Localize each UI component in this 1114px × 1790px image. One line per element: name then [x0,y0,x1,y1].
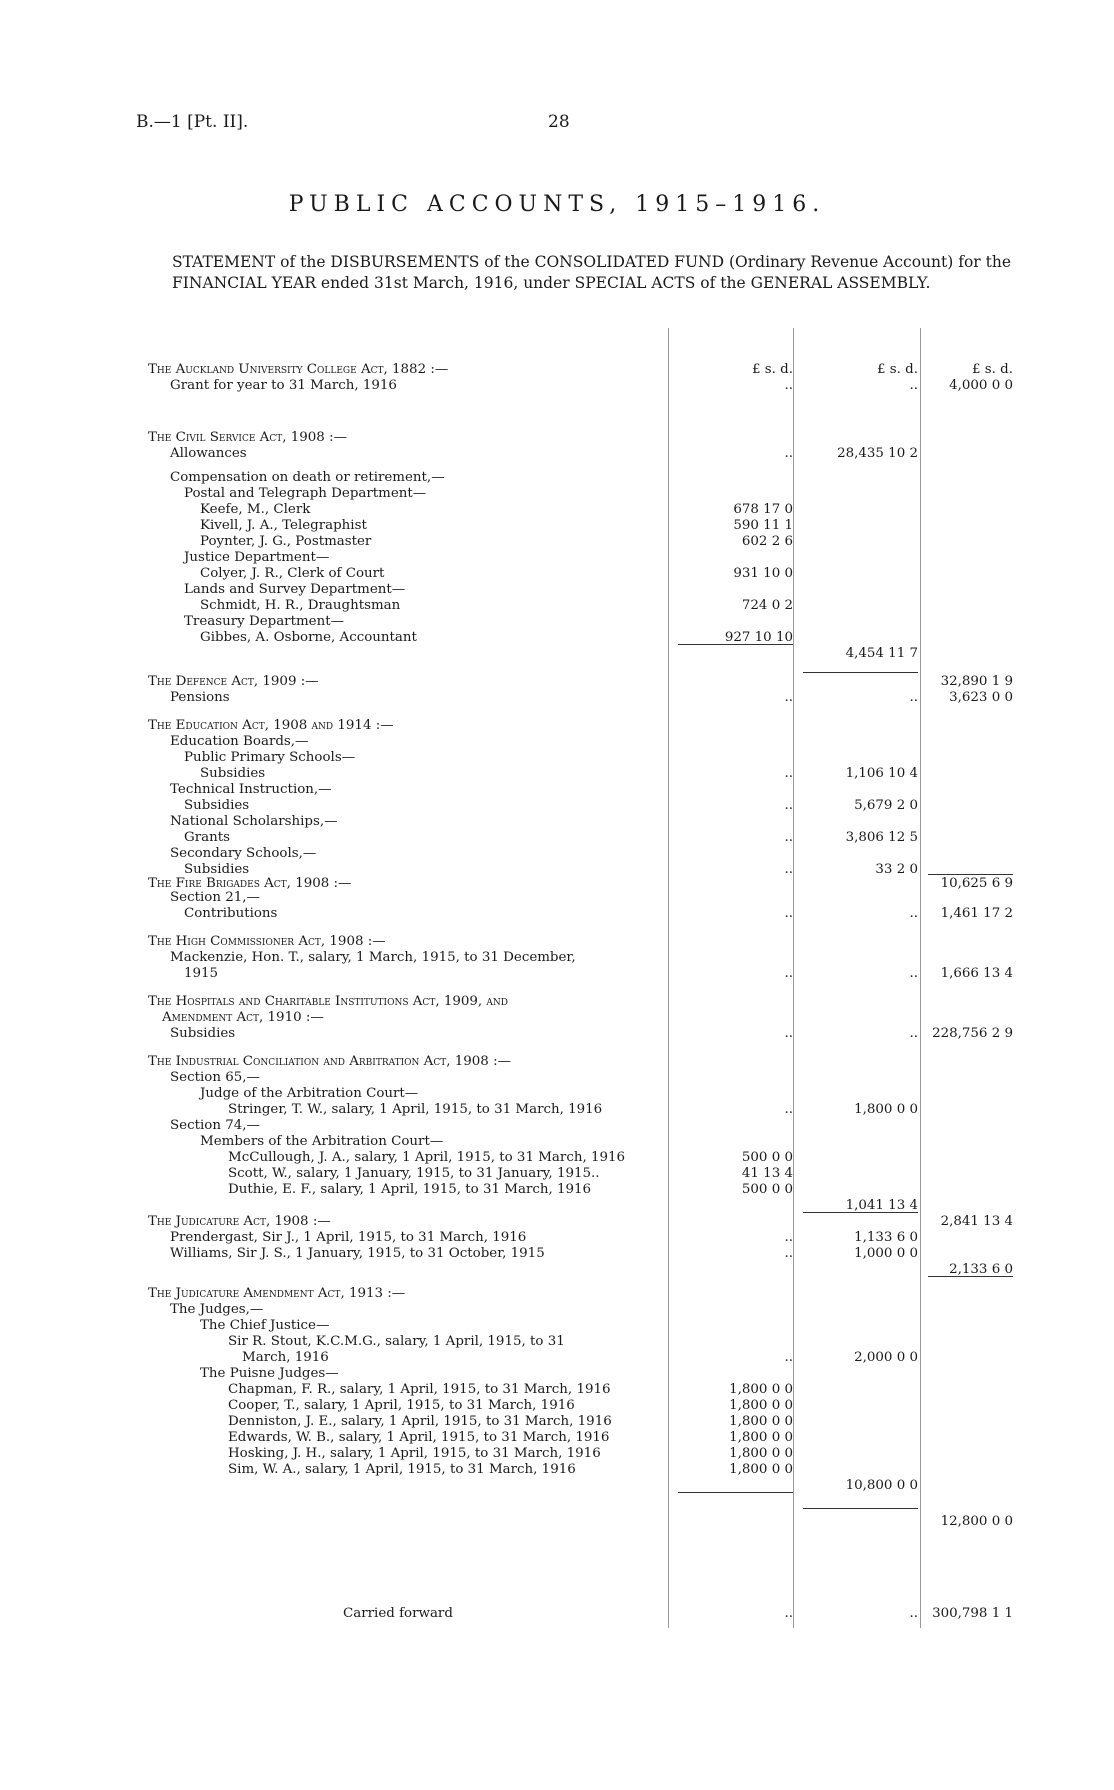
table-row [148,782,1018,798]
row-label: The Auckland University College Act, 1882 :— [148,362,449,377]
table-row [148,994,1018,1010]
row-label: National Scholarships,— [170,814,338,829]
row-label: The Judges,— [170,1302,264,1317]
amount-col3: 3,623 0 0 [949,690,1013,705]
table-row [148,966,1018,982]
table-row [148,798,1018,814]
sum-rule [803,672,918,673]
amount-col1: .. [784,862,793,877]
amount-col1: .. [784,766,793,781]
table-row [148,1150,1018,1166]
amount-col2: 5,679 2 0 [854,798,918,813]
amount-col1: .. [784,1230,793,1245]
row-label: Amendment Act, 1910 :— [162,1010,324,1025]
amount-col3: 1,666 13 4 [940,966,1013,981]
row-label: Stringer, T. W., salary, 1 April, 1915, to 31 March, 1916 [228,1102,603,1117]
table-row [148,470,1018,486]
table-row [148,1514,1018,1530]
row-label: The Civil Service Act, 1908 :— [148,430,347,445]
col1-header: £ s. d. [752,362,793,377]
table-row [148,1102,1018,1118]
row-label: Section 74,— [170,1118,260,1133]
table-row [148,1302,1018,1318]
row-label: The Industrial Conciliation and Arbitration Act, 1908 :— [148,1054,511,1069]
sum-rule [803,1508,918,1509]
amount-col3: 32,890 1 9 [940,674,1013,689]
table-row [148,1118,1018,1134]
statement-heading: STATEMENT of the DISBURSEMENTS of the CONSOLIDATED FUND (Ordinary Revenue Account) for the FINANCIAL YEAR ended 31st March, 1916, under SPECIAL ACTS of the GENERAL ASSEMBLY. [172,253,1012,292]
table-row [148,362,1018,378]
row-label: Judge of the Arbitration Court— [200,1086,419,1101]
amount-col1: 678 17 0 [733,502,793,517]
table-row [148,934,1018,950]
amount-col2: .. [909,966,918,981]
amount-col1: 500 0 0 [741,1182,793,1197]
table-row [148,906,1018,922]
row-label: Duthie, E. F., salary, 1 April, 1915, to 31 March, 1916 [228,1182,592,1197]
row-label: Subsidies [184,862,250,877]
row-label: The High Commissioner Act, 1908 :— [148,934,386,949]
amount-col2: 1,133 6 0 [854,1230,918,1245]
row-label: Sir R. Stout, K.C.M.G., salary, 1 April, 1915, to 31 [228,1334,565,1349]
row-label: March, 1916 [242,1350,329,1365]
amount-col1: 500 0 0 [741,1150,793,1165]
row-label: Justice Department— [184,550,330,565]
table-row [148,550,1018,566]
row-label: Sim, W. A., salary, 1 April, 1915, to 31 March, 1916 [228,1462,576,1477]
table-row [148,1010,1018,1026]
page-title: PUBLIC ACCOUNTS, 1915–1916. [288,192,826,217]
table-row [148,1246,1018,1262]
row-label: Schmidt, H. R., Draughtsman [200,598,401,613]
table-row [148,766,1018,782]
row-label: Technical Instruction,— [170,782,332,797]
amount-col3: 12,800 0 0 [940,1514,1013,1529]
row-label: The Fire Brigades Act, 1908 :— [148,876,352,891]
amount-col1: 590 11 1 [733,518,793,533]
table-row [148,1134,1018,1150]
row-label: Section 65,— [170,1070,260,1085]
table-row [148,1214,1018,1230]
table-row [148,1414,1018,1430]
table-row [148,430,1018,446]
amount-col3: 2,841 13 4 [940,1214,1013,1229]
amount-col3: 4,000 0 0 [949,378,1013,393]
amount-col1: .. [784,378,793,393]
row-label: Contributions [184,906,278,921]
amount-col3: 10,625 6 9 [940,876,1013,891]
table-row [148,814,1018,830]
amount-col2: 28,435 10 2 [837,446,918,461]
table-row [148,750,1018,766]
amount-col2: 1,000 0 0 [854,1246,918,1261]
row-label: Section 21,— [170,890,260,905]
amount-col2: 4,454 11 7 [845,646,918,661]
amount-col2: .. [909,378,918,393]
table-row [148,1398,1018,1414]
amount-col2: 33 2 0 [875,862,918,877]
row-label: Williams, Sir J. S., 1 January, 1915, to 31 October, 1915 [170,1246,545,1261]
amount-col1: 724 0 2 [741,598,793,613]
carried-forward-col1: .. [784,1606,793,1621]
row-label: Scott, W., salary, 1 January, 1915, to 31 January, 1915.. [228,1166,600,1181]
row-label: The Judicature Amendment Act, 1913 :— [148,1286,406,1301]
table-row [148,1446,1018,1462]
table-row [148,1350,1018,1366]
table-row [148,630,1018,646]
table-row [148,1182,1018,1198]
row-label: Allowances [170,446,247,461]
sum-rule [678,644,793,645]
row-label: 1915 [184,966,219,981]
row-label: Grant for year to 31 March, 1916 [170,378,397,393]
page-ref: B.—1 [Pt. II]. [136,112,249,132]
row-label: Subsidies [200,766,266,781]
row-label: Keefe, M., Clerk [200,502,311,517]
col2-header: £ s. d. [877,362,918,377]
table-row [148,534,1018,550]
row-label: Subsidies [170,1026,236,1041]
table-row [148,674,1018,690]
row-label: The Education Act, 1908 and 1914 :— [148,718,394,733]
table-row [148,830,1018,846]
row-label: Subsidies [184,798,250,813]
row-label: Colyer, J. R., Clerk of Court [200,566,385,581]
row-label: Kivell, J. A., Telegraphist [200,518,367,533]
page-number: 28 [548,112,570,132]
table-row [148,378,1018,394]
row-label: Grants [184,830,230,845]
row-label: Prendergast, Sir J., 1 April, 1915, to 31 March, 1916 [170,1230,527,1245]
amount-col2: 3,806 12 5 [845,830,918,845]
amount-col1: .. [784,1246,793,1261]
table-row [148,1054,1018,1070]
table-row [148,1334,1018,1350]
row-label: Treasury Department— [184,614,344,629]
sum-rule [928,874,1013,875]
row-label: Edwards, W. B., salary, 1 April, 1915, to 31 March, 1916 [228,1430,610,1445]
table-row [148,890,1018,906]
table-row [148,502,1018,518]
row-label: The Puisne Judges— [200,1366,339,1381]
row-label: Denniston, J. E., salary, 1 April, 1915, to 31 March, 1916 [228,1414,612,1429]
table-row [148,566,1018,582]
table-row [148,1366,1018,1382]
amount-col1: 1,800 0 0 [729,1382,793,1397]
amount-col1: 1,800 0 0 [729,1462,793,1477]
row-label: Chapman, F. R., salary, 1 April, 1915, to 31 March, 1916 [228,1382,611,1397]
sum-rule [803,1212,918,1213]
amount-col1: 41 13 4 [741,1166,793,1181]
table-row [148,846,1018,862]
amount-col1: 927 10 10 [724,630,793,645]
carried-forward-col2: .. [909,1606,918,1621]
table-row [148,1070,1018,1086]
table-row [148,646,1018,662]
table-row [148,1478,1018,1494]
table-row [148,486,1018,502]
row-label: Public Primary Schools— [184,750,356,765]
amount-col1: .. [784,798,793,813]
table-row [148,518,1018,534]
amount-col1: .. [784,1026,793,1041]
col3-header: £ s. d. [972,362,1013,377]
amount-col2: 1,106 10 4 [845,766,918,781]
row-label: Pensions [170,690,230,705]
amount-col3: 228,756 2 9 [932,1026,1013,1041]
row-label: The Judicature Act, 1908 :— [148,1214,331,1229]
row-label: McCullough, J. A., salary, 1 April, 1915, to 31 March, 1916 [228,1150,626,1165]
amount-col2: .. [909,1026,918,1041]
row-label: Cooper, T., salary, 1 April, 1915, to 31 March, 1916 [228,1398,575,1413]
table-row [148,1382,1018,1398]
amount-col2: 1,800 0 0 [854,1102,918,1117]
table-row [148,718,1018,734]
amount-col1: 931 10 0 [733,566,793,581]
amount-col3: 1,461 17 2 [940,906,1013,921]
sum-rule [678,1492,793,1493]
table-row [148,1318,1018,1334]
amount-col1: 1,800 0 0 [729,1414,793,1429]
amount-col1: 1,800 0 0 [729,1446,793,1461]
disbursements-table [148,328,1018,1628]
amount-col2: .. [909,690,918,705]
amount-col2: 1,041 13 4 [845,1198,918,1213]
table-row [148,1462,1018,1478]
table-row [148,1166,1018,1182]
row-label: Hosking, J. H., salary, 1 April, 1915, to 31 March, 1916 [228,1446,601,1461]
table-row [148,1230,1018,1246]
amount-col1: .. [784,1350,793,1365]
row-label: Secondary Schools,— [170,846,317,861]
table-row [148,1286,1018,1302]
table-row [148,690,1018,706]
table-row [148,734,1018,750]
row-label: Mackenzie, Hon. T., salary, 1 March, 1915, to 31 December, [170,950,576,965]
amount-col1: 602 2 6 [741,534,793,549]
row-label: Members of the Arbitration Court— [200,1134,444,1149]
amount-col1: .. [784,830,793,845]
table-row [148,950,1018,966]
table-row [148,1026,1018,1042]
amount-col3: 2,133 6 0 [949,1262,1013,1277]
amount-col1: .. [784,690,793,705]
table-row [148,1086,1018,1102]
amount-col1: 1,800 0 0 [729,1430,793,1445]
table-row [148,446,1018,462]
amount-col1: .. [784,1102,793,1117]
amount-col2: .. [909,906,918,921]
row-label: The Defence Act, 1909 :— [148,674,319,689]
amount-col1: 1,800 0 0 [729,1398,793,1413]
amount-col2: 10,800 0 0 [845,1478,918,1493]
row-label: Education Boards,— [170,734,309,749]
amount-col1: .. [784,966,793,981]
row-label: Poynter, J. G., Postmaster [200,534,372,549]
carried-forward-label: Carried forward [343,1606,453,1621]
amount-col2: 2,000 0 0 [854,1350,918,1365]
table-row [148,582,1018,598]
table-row [148,1430,1018,1446]
carried-forward-row [148,1606,1018,1622]
row-label: Postal and Telegraph Department— [184,486,427,501]
row-label: The Hospitals and Charitable Institutions Act, 1909, and [148,994,509,1009]
row-label: Gibbes, A. Osborne, Accountant [200,630,417,645]
row-label: Compensation on death or retirement,— [170,470,445,485]
table-row [148,614,1018,630]
row-label: Lands and Survey Department— [184,582,406,597]
amount-col1: .. [784,906,793,921]
table-row [148,1262,1018,1278]
table-row [148,598,1018,614]
carried-forward-total: 300,798 1 1 [932,1606,1013,1621]
row-label: The Chief Justice— [200,1318,330,1333]
sum-rule [928,1276,1013,1277]
amount-col1: .. [784,446,793,461]
